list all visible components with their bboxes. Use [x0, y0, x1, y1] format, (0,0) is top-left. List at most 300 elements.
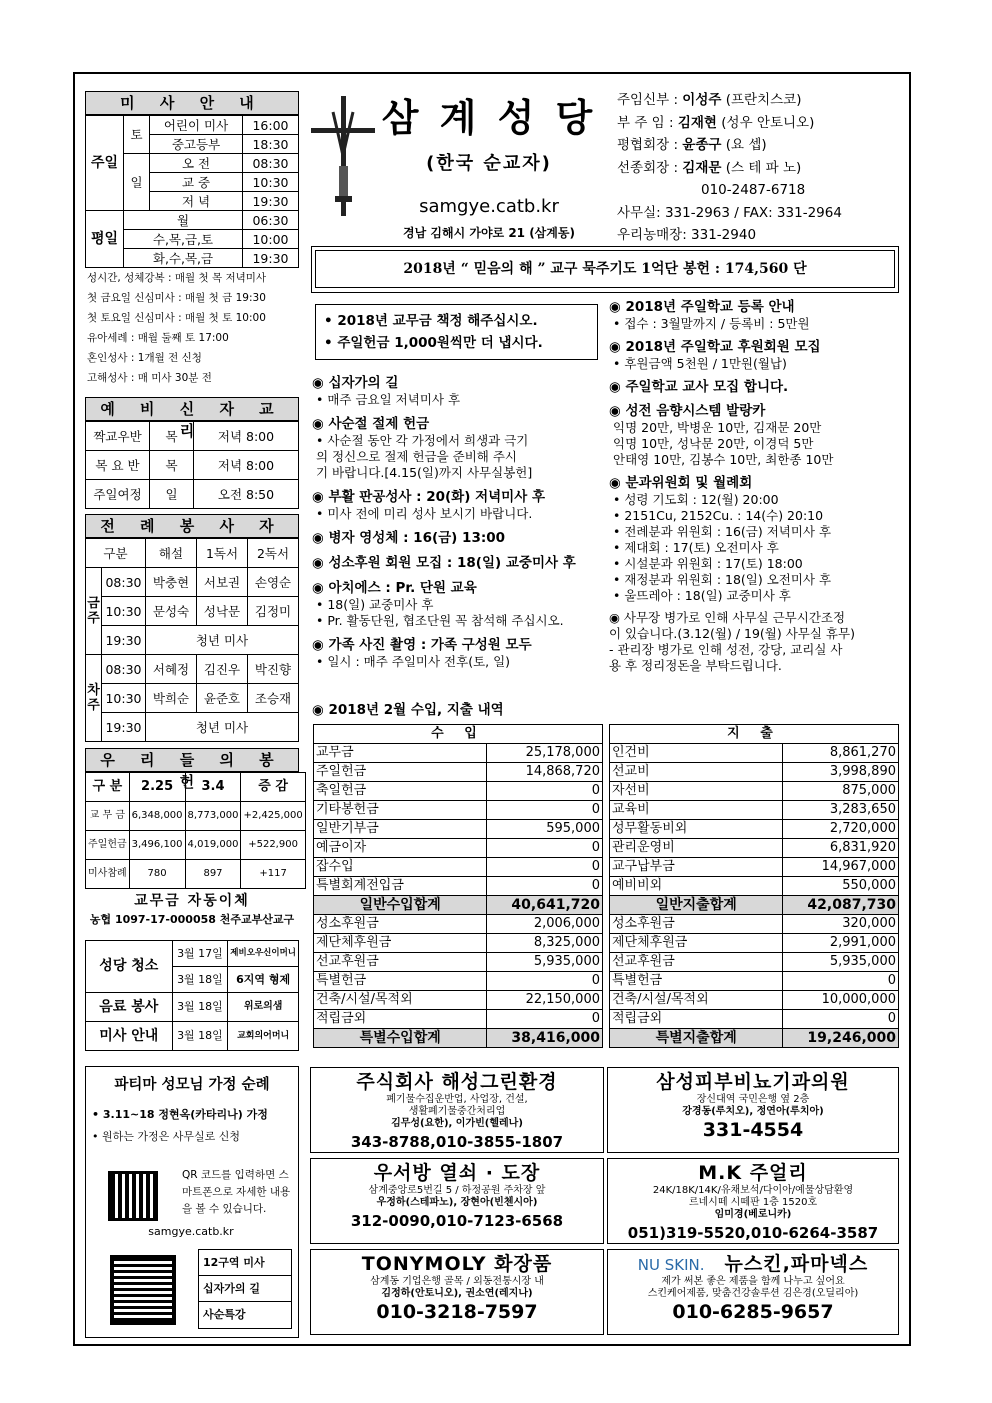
- server-name: 김진우: [197, 655, 248, 684]
- finance-amount: 5,935,000: [783, 953, 899, 972]
- finance-amount: 6,831,920: [783, 839, 899, 858]
- class-name: 목 요 반: [86, 451, 150, 480]
- ad-owner: 임미경(베로니카): [714, 1209, 792, 1220]
- finance-row: [610, 801, 899, 820]
- offer-item: 미사참례: [86, 860, 130, 889]
- ad-title: M.K 주얼리: [698, 1162, 808, 1184]
- notice-body: • 접수 : 3월말까지 / 등록비 : 5만원: [613, 316, 810, 331]
- qr-link[interactable]: 사순특강: [203, 1308, 246, 1321]
- duty-group: 제비오우신이머니: [228, 941, 299, 967]
- ad-phone: 343-8788,010-3855-1807: [350, 1133, 564, 1151]
- notice-body: • 울뜨레아 : 18(일) 교중미사 후: [613, 588, 791, 603]
- office-notice-line: ◉ 사무장 병가로 인해 사무실 근무시간조정: [609, 610, 846, 625]
- ad-line: 제가 써본 좋은 제품을 함께 나누고 싶어요: [661, 1276, 845, 1287]
- finance-item: 성소후원금: [314, 915, 487, 934]
- office-phone: 사무실: 331-2963 / FAX: 331-2964: [617, 204, 842, 221]
- fatima-box: [85, 1066, 299, 1338]
- finance-item: 적립금외: [610, 1010, 783, 1029]
- server-name: 서보권: [197, 568, 248, 597]
- notice-body: 기 바랍니다.[4.15(일)까지 사무실봉헌]: [316, 465, 533, 480]
- ad-phone: 051)319-5520,010-6264-3587: [627, 1224, 879, 1242]
- offerings-title: 우 리 들 의 봉 헌: [85, 748, 299, 772]
- finance-amount: 14,868,720: [487, 763, 603, 782]
- finance-item: 특별회계전입금: [314, 877, 487, 896]
- duty-group: 교회의어머니: [228, 1022, 299, 1051]
- staff-row: [617, 112, 907, 135]
- class-time: 오전 8:50: [194, 480, 299, 509]
- server-name: 성낙문: [197, 597, 248, 626]
- this-week-label: 금주: [86, 568, 102, 655]
- finance-row: [314, 820, 603, 839]
- finance-row: [610, 839, 899, 858]
- finance-item: 예금이자: [314, 839, 487, 858]
- finance-row: [610, 858, 899, 877]
- finance-item: 축일헌금: [314, 782, 487, 801]
- ad-title: 우서방 열쇠 · 도장: [373, 1162, 541, 1184]
- finance-item: 인건비: [610, 744, 783, 763]
- mass-note: 성시간, 성체강복 : 매월 첫 목 저녁미사: [87, 272, 267, 284]
- finance-amount: 0: [487, 877, 603, 896]
- ad-title: 뉴스킨,파마넥스: [724, 1253, 869, 1275]
- website-link[interactable]: samgye.catb.kr: [419, 196, 559, 217]
- ad-line: 폐기물수집운반업, 사업장, 건설,: [386, 1094, 528, 1105]
- finance-row: [610, 991, 899, 1010]
- notice-line: • 2018년 교무금 책정 해주십시오.: [324, 313, 538, 329]
- finance-amount: 875,000: [783, 782, 899, 801]
- notice-heading: ◉ 성소후원 회원 모집 : 18(일) 교중미사 후: [312, 555, 576, 571]
- servers-head: 1독서: [197, 539, 248, 568]
- mass-name: 중고등부: [150, 135, 243, 154]
- staff-baptismal: (스 테 파 노): [725, 159, 802, 176]
- church-name: 삼 계 성 당: [381, 96, 597, 140]
- finance-amount: 0: [487, 801, 603, 820]
- class-day: 일: [150, 480, 194, 509]
- finance-head-label: 수 입: [314, 725, 603, 744]
- server-name: 문성숙: [146, 597, 197, 626]
- staff-role: 선종회장 :: [617, 159, 683, 176]
- sunday-label: 주일: [86, 116, 124, 211]
- office-notice-line: 이 있습니다.(3.12(월) / 19(월) 사무실 휴무): [609, 626, 855, 641]
- staff-role: 주임신부 :: [617, 92, 683, 108]
- mass-day: 수,목,금,토: [124, 230, 243, 249]
- finance-item: 성소후원금: [610, 915, 783, 934]
- shop-phone: 우리농매장: 331-2940: [617, 227, 757, 243]
- finance-head: [314, 725, 603, 744]
- finance-row: [314, 877, 603, 896]
- notice-body: • 일시 : 매주 주일미사 전후(토, 일): [316, 654, 511, 669]
- income-table: [313, 724, 603, 1048]
- phone-number: 010-2487-6718: [701, 182, 806, 198]
- server-time: 08:30: [102, 568, 146, 597]
- finance-amount: 22,150,000: [487, 991, 603, 1010]
- finance-total: [610, 1029, 899, 1048]
- finance-item: 예비비외: [610, 877, 783, 896]
- finance-item: 제단체후원금: [314, 934, 487, 953]
- mass-day: 화,수,목,금: [124, 249, 243, 268]
- qr-code-icon: [108, 1171, 158, 1221]
- qr-code-icon: [110, 1255, 176, 1325]
- ad-owner: 강경동(루치오), 정연아(루치아): [682, 1106, 824, 1117]
- finance-row: [610, 953, 899, 972]
- mass-schedule: [85, 91, 299, 388]
- finance-amount: 25,178,000: [487, 744, 603, 763]
- notice-body: • 전례분과 위원회 : 16(금) 저녁미사 후: [613, 524, 832, 539]
- mass-time: 10:30: [243, 173, 299, 192]
- finance-item: 건축/시설/목적외: [610, 991, 783, 1010]
- finance-item: 특별헌금: [610, 972, 783, 991]
- notice-item: [312, 374, 602, 408]
- notice-body: • 후원금액 5천원 / 1만원(월납): [613, 356, 787, 371]
- staff-name: 이성주: [682, 92, 722, 108]
- finance-amount: 550,000: [783, 877, 899, 896]
- duty-date: 3월 18일: [172, 1022, 228, 1051]
- finance-amount: 3,283,650: [783, 801, 899, 820]
- duty-date: 3월 17일: [172, 941, 228, 967]
- offer-value: 3,496,100: [129, 831, 185, 860]
- finance-amount: 0: [487, 972, 603, 991]
- mass-note: 첫 토요일 신심미사 : 매월 첫 토 10:00: [87, 312, 266, 324]
- office-notice-line: 용 후 정리정돈을 부탁드립니다.: [609, 658, 782, 673]
- staff-baptismal: (성우 안토니오): [721, 114, 815, 131]
- finance-total: [610, 896, 899, 915]
- youth-mass: 청년 미사: [146, 626, 299, 655]
- notice-body: • 시설분과 위원회 : 17(토) 18:00: [613, 556, 803, 571]
- bulletin-page: [73, 72, 911, 1346]
- notice-item: [312, 554, 602, 572]
- mass-name: 저 녁: [150, 192, 243, 211]
- ad-phone: 312-0090,010-7123-6568: [350, 1212, 564, 1230]
- staff-list: [617, 89, 907, 247]
- mass-time: 18:30: [243, 135, 299, 154]
- staff-name: 김재문: [682, 159, 722, 176]
- left-notices: [312, 374, 602, 670]
- class-name: 주일여정: [86, 480, 150, 509]
- finance-amount: 320,000: [783, 915, 899, 934]
- finance-row: [314, 763, 603, 782]
- ad-title: TONYMOLY 화장품: [361, 1253, 553, 1275]
- ad-owner: 김정하(안토니오), 권소연(레지나): [381, 1288, 533, 1299]
- expense-table: [609, 724, 899, 1048]
- finance-amount: 3,998,890: [783, 763, 899, 782]
- fatima-title: 파티마 성모님 가정 순례: [114, 1077, 270, 1093]
- notice-body: 익명 20만, 박병운 10만, 김재문 20만: [613, 420, 822, 435]
- server-time: 10:30: [102, 597, 146, 626]
- mass-note: 고해성사 : 매 미사 30분 전: [87, 372, 212, 384]
- finance-row: [314, 1010, 603, 1029]
- finance-item: 제단체후원금: [610, 934, 783, 953]
- bank-account: 농협 1097-17-000058 천주교부산교구: [89, 912, 295, 926]
- notice-item: [609, 402, 907, 468]
- finance-head-label: 지 출: [610, 725, 899, 744]
- ad-owner: 김무성(요한), 이가빈(헬레나): [391, 1118, 523, 1129]
- mass-guide-label: 미사 안내: [86, 1022, 173, 1051]
- ad-title: 삼성피부비뇨기과의원: [656, 1071, 850, 1093]
- offer-change: +117: [241, 860, 305, 889]
- cleaning-label: 성당 청소: [86, 941, 173, 993]
- staff-role: 부 주 임 :: [617, 114, 678, 131]
- class-name: 짝교우반: [86, 422, 150, 451]
- ad-phone: 331-4554: [702, 1119, 804, 1141]
- finance-row: [314, 915, 603, 934]
- server-name: 서혜정: [146, 655, 197, 684]
- staff-row: [617, 157, 907, 180]
- finance-total-label: 일반수입합계: [314, 896, 487, 915]
- duty-date: 3월 18일: [172, 967, 228, 993]
- finance-total: [314, 896, 603, 915]
- finance-row: [314, 953, 603, 972]
- finance-row: [610, 744, 899, 763]
- finance-item: 잡수입: [314, 858, 487, 877]
- notice-body: 안태영 10만, 김봉수 10만, 최한종 10만: [613, 452, 834, 467]
- duty-group: 6지역 형제: [228, 967, 299, 993]
- finance-item: 관리운영비: [610, 839, 783, 858]
- finance-row: [610, 1010, 899, 1029]
- ad-title-row: [608, 1252, 898, 1276]
- office-notice-line: - 관리장 병가로 인해 성전, 강당, 교리실 사: [609, 642, 843, 657]
- finance-item: 교육비: [610, 801, 783, 820]
- notice-heading: ◉ 성전 음향시스템 발랑카: [609, 403, 766, 419]
- finance-row: [610, 934, 899, 953]
- finance-head: [610, 725, 899, 744]
- offer-change: +522,900: [241, 831, 305, 860]
- catechumen-title: 예 비 신 자 교 리: [85, 397, 299, 421]
- staff-row: [617, 89, 907, 112]
- staff-baptismal: (요 셉): [725, 137, 767, 153]
- notice-body: 의 정신으로 절제 헌금을 준비해 주시: [316, 449, 517, 464]
- finance-total: [314, 1029, 603, 1048]
- notice-body: • 제대회 : 17(토) 오전미사 후: [613, 540, 779, 555]
- liturgy-servers: [85, 514, 299, 742]
- sat-label: 토: [124, 116, 150, 154]
- notice-item: [312, 415, 602, 481]
- notice-body: • Pr. 활동단원, 협조단원 꼭 참석해 주십시오.: [316, 613, 564, 628]
- weekday-label: 평일: [86, 211, 124, 268]
- notice-box: [315, 304, 598, 360]
- cross-logo-icon: [311, 96, 375, 226]
- notice-body: • 성령 기도회 : 12(월) 20:00: [613, 492, 779, 507]
- ad-box[interactable]: [607, 1067, 899, 1153]
- finance-total-amount: 40,641,720: [487, 896, 603, 915]
- finance-row: [610, 877, 899, 896]
- finance-row: [314, 991, 603, 1010]
- finance-total-amount: 42,087,730: [783, 896, 899, 915]
- ad-box[interactable]: [607, 1158, 899, 1244]
- church-address: 경남 김해시 가야로 21 (삼계동): [403, 226, 575, 240]
- offer-head: 2.25: [129, 773, 185, 802]
- finance-amount: 0: [487, 858, 603, 877]
- notice-heading: ◉ 분과위원회 및 월례회: [609, 475, 753, 491]
- finance-item: 성무활동비외: [610, 820, 783, 839]
- notice-body: • 재정분과 위원회 : 18(일) 오전미사 후: [613, 572, 832, 587]
- finance-row: [314, 744, 603, 763]
- finance-amount: 14,967,000: [783, 858, 899, 877]
- fatima-line: • 원하는 가정은 사무실로 신청: [92, 1129, 240, 1143]
- notice-item: [312, 579, 602, 629]
- finance-row: [610, 763, 899, 782]
- finance-item: 교무금: [314, 744, 487, 763]
- sun-label: 일: [124, 154, 150, 211]
- finance-total-label: 일반지출합계: [610, 896, 783, 915]
- mass-name: 교 중: [150, 173, 243, 192]
- notice-item: [609, 378, 907, 396]
- ad-owner: 우정하(스테파노), 장현아(빈첸시아): [376, 1197, 538, 1208]
- finance-row: [314, 858, 603, 877]
- servers-title: 전 례 봉 사 자: [85, 514, 299, 538]
- rosary-banner: [311, 246, 899, 293]
- qr-caption: QR 코드를 입력하면 스마트폰으로 자세한 내용을 볼 수 있습니다.: [182, 1169, 291, 1215]
- server-name: 조승재: [248, 684, 299, 713]
- ad-line: 24K/18K/14K/유채보석/다이아/예물상담환영: [652, 1185, 854, 1196]
- ad-line: 장신대역 국민은행 옆 2층: [696, 1094, 810, 1105]
- finance-row: [314, 782, 603, 801]
- finance-total-amount: 38,416,000: [487, 1029, 603, 1048]
- notice-line: • 주일헌금 1,000원씩만 더 냅시다.: [324, 335, 543, 351]
- finance-row: [610, 782, 899, 801]
- server-time: 19:30: [102, 626, 146, 655]
- server-time: 10:30: [102, 684, 146, 713]
- notice-item: [609, 474, 907, 604]
- catechumen-class: [85, 397, 299, 509]
- server-name: 박희순: [146, 684, 197, 713]
- fatima-line: • 3.11~18 정현옥(카타리나) 가정: [92, 1108, 268, 1122]
- finance-amount: 0: [783, 972, 899, 991]
- offer-item: 주일헌금: [86, 831, 130, 860]
- finance-amount: 2,720,000: [783, 820, 899, 839]
- finance-item: 건축/시설/목적외: [314, 991, 487, 1010]
- notice-heading: ◉ 십자가의 길: [312, 375, 399, 391]
- ad-line: 르네시떼 시떼판 1층 1520호: [688, 1197, 818, 1208]
- staff-name: 윤종구: [682, 137, 722, 153]
- finance-item: 기타봉헌금: [314, 801, 487, 820]
- finance-amount: 595,000: [487, 820, 603, 839]
- ad-box[interactable]: [607, 1249, 899, 1335]
- right-notices: [609, 298, 907, 674]
- notice-item: [312, 636, 602, 670]
- notice-body: • 매주 금요일 저녁미사 후: [316, 392, 461, 407]
- notice-heading: ◉ 부활 판공성사 : 20(화) 저녁미사 후: [312, 489, 545, 505]
- ad-phone: 010-6285-9657: [672, 1301, 834, 1323]
- qr-links: [198, 1249, 292, 1329]
- notice-heading: ◉ 병자 영성체 : 16(금) 13:00: [312, 530, 506, 546]
- duty-date: 3월 18일: [172, 993, 228, 1022]
- ad-line: 생활폐기물중간처리업: [408, 1106, 506, 1117]
- qr-link[interactable]: 십자가의 길: [199, 1276, 291, 1302]
- notice-body: • 18(일) 교중미사 후: [316, 597, 434, 612]
- finance-item: 일반기부금: [314, 820, 487, 839]
- offer-value: 4,019,000: [185, 831, 241, 860]
- mass-day: 월: [124, 211, 243, 230]
- finance-item: 주일헌금: [314, 763, 487, 782]
- notice-item: [312, 529, 602, 547]
- notice-item: [312, 488, 602, 522]
- finance-amount: 0: [487, 839, 603, 858]
- mass-time: 16:00: [243, 116, 299, 135]
- offer-change: +2,425,000: [241, 802, 305, 831]
- finance-item: 선교후원금: [610, 953, 783, 972]
- offer-head: 증 감: [241, 773, 305, 802]
- ad-box[interactable]: [310, 1158, 604, 1244]
- ad-box[interactable]: [310, 1249, 604, 1335]
- offer-value: 897: [185, 860, 241, 889]
- notice-body: • 사순절 동안 각 가정에서 희생과 극기: [316, 433, 529, 448]
- staff-row: [617, 134, 907, 157]
- ad-box[interactable]: [310, 1067, 604, 1153]
- finance-amount: 10,000,000: [783, 991, 899, 1010]
- server-name: 윤준호: [197, 684, 248, 713]
- servers-head: 2독서: [248, 539, 299, 568]
- duty-group: 위로의샘: [228, 993, 299, 1022]
- mass-note: 첫 금요일 신심미사 : 매월 첫 금 19:30: [87, 292, 266, 304]
- finance-row: [314, 972, 603, 991]
- finance-row: [314, 934, 603, 953]
- offer-head: 구 분: [86, 773, 130, 802]
- finance-row: [314, 801, 603, 820]
- qr-link[interactable]: 12구역 미사: [199, 1250, 291, 1276]
- mass-title: 미 사 안 내: [85, 91, 299, 115]
- notice-heading: ◉ 아치에스 : Pr. 단원 교육: [312, 580, 477, 596]
- staff-role: 평협회장 :: [617, 137, 683, 153]
- finance-amount: 0: [487, 1010, 603, 1029]
- finance-amount: 5,935,000: [487, 953, 603, 972]
- mass-time: 06:30: [243, 211, 299, 230]
- notice-heading: ◉ 사순절 절제 헌금: [312, 416, 430, 432]
- offer-item: 교 무 금: [86, 802, 130, 831]
- class-time: 저녁 8:00: [194, 422, 299, 451]
- finance-row: [314, 839, 603, 858]
- mass-time: 10:00: [243, 230, 299, 249]
- mass-notes: [85, 268, 299, 388]
- mass-note: 유아세례 : 매월 둘째 토 17:00: [87, 332, 229, 344]
- finance-amount: 2,991,000: [783, 934, 899, 953]
- mass-time: 19:30: [243, 192, 299, 211]
- offer-head: 3.4: [185, 773, 241, 802]
- staff-baptismal: (프란치스코): [725, 92, 802, 108]
- finance-amount: 8,325,000: [487, 934, 603, 953]
- offerings: [85, 748, 303, 926]
- server-name: 박충현: [146, 568, 197, 597]
- notice-item: [609, 298, 907, 332]
- notice-item: [609, 338, 907, 372]
- rosary-text: 2018년 “ 믿음의 해 ” 교구 묵주기도 1억단 봉헌 : 174,560 단: [315, 250, 895, 288]
- notice-heading: ◉ 2018년 주일학교 등록 안내: [609, 299, 795, 315]
- auto-transfer-title: 교무금 자동이체: [134, 893, 250, 909]
- finance-item: 교구납부금: [610, 858, 783, 877]
- finance-row: [610, 820, 899, 839]
- beverage-label: 음료 봉사: [86, 993, 173, 1022]
- finance-item: 특별헌금: [314, 972, 487, 991]
- class-day: 목: [150, 422, 194, 451]
- notice-heading: ◉ 2018년 주일학교 후원회원 모집: [609, 339, 821, 355]
- class-time: 저녁 8:00: [194, 451, 299, 480]
- ad-line: 삼계중앙로5번길 5 / 하정공원 주차장 앞: [368, 1185, 546, 1196]
- server-time: 08:30: [102, 655, 146, 684]
- server-name: 손영순: [248, 568, 299, 597]
- church-subtitle: (한국 순교자): [426, 153, 552, 174]
- finance-row: [610, 915, 899, 934]
- nuskin-logo-icon: NU SKIN.: [637, 1256, 705, 1274]
- mass-time: 08:30: [243, 154, 299, 173]
- ad-line: 삼계동 기업은행 골목 / 외동전통시장 내: [370, 1276, 544, 1287]
- notice-body: 익명 10만, 성낙문 20만, 이경덕 5만: [613, 436, 814, 451]
- server-name: 박진향: [248, 655, 299, 684]
- mass-name: 오 전: [150, 154, 243, 173]
- finance-total-amount: 19,246,000: [783, 1029, 899, 1048]
- notice-body: • 2151Cu, 2152Cu. : 14(수) 20:10: [613, 508, 824, 523]
- notice-heading: ◉ 주일학교 교사 모집 합니다.: [609, 379, 789, 395]
- finance-amount: 2,006,000: [487, 915, 603, 934]
- office-notice: [609, 610, 907, 674]
- ad-phone: 010-3218-7597: [376, 1301, 538, 1323]
